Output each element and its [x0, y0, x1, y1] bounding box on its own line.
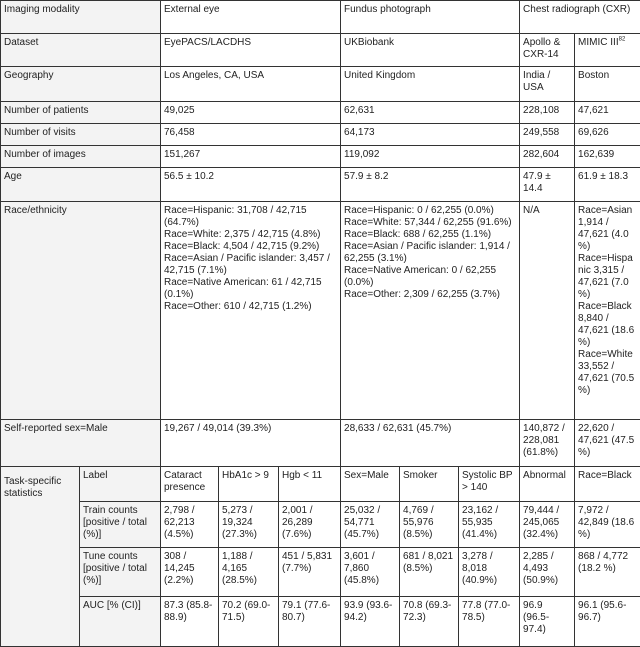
cell-cxr1: 47.9 ± 14.4 [520, 168, 575, 202]
task-cell: 23,162 / 55,935 (41.4%) [459, 502, 520, 548]
race-entry: Race=Asian / Pacific islander: 3,457 / 42,715 (7.1%) [164, 253, 337, 277]
cell-cxr2 [575, 34, 640, 67]
cell-cxr1: India / USA [520, 67, 575, 102]
task-cell: Cataract presence [161, 467, 219, 502]
task-cell: 70.2 (69.0-71.5) [219, 597, 279, 647]
race-entry: Race=Hispanic: 0 / 62,255 (0.0%) [344, 205, 516, 217]
cell-cxr1: N/A [520, 202, 575, 420]
race-entry: Race=Black: 4,504 / 42,715 (9.2%) [164, 241, 337, 253]
task-cell: 96.9 (96.5-97.4) [520, 597, 575, 647]
table-row-age [1, 168, 640, 202]
cell-fundus: 28,633 / 62,631 (45.7%) [341, 420, 520, 467]
cell-fundus: UKBiobank [341, 34, 520, 67]
table-row-sex [1, 420, 640, 467]
task-cell: 79.1 (77.6-80.7) [279, 597, 341, 647]
row-label: Race/ethnicity [1, 202, 161, 420]
task-cell: Sex=Male [341, 467, 400, 502]
task-row [1, 502, 640, 548]
cell-ext [161, 202, 341, 420]
task-cell: 868 / 4,772 (18.2 %) [575, 548, 640, 597]
cell-ext: 56.5 ± 10.2 [161, 168, 341, 202]
race-entry: Race=White: 2,375 / 42,715 (4.8%) [164, 229, 337, 241]
task-cell: 3,278 / 8,018 (40.9%) [459, 548, 520, 597]
row-label: Age [1, 168, 161, 202]
table-row-images [1, 146, 640, 168]
task-cell: 451 / 5,831 (7.7%) [279, 548, 341, 597]
race-entry: Race=Other: 2,309 / 62,255 (3.7%) [344, 289, 516, 301]
cell-cxr2: 47,621 [575, 102, 640, 124]
race-entry: Race=Native American: 61 / 42,715 (0.1%) [164, 277, 337, 301]
cell-cxr2: 69,626 [575, 124, 640, 146]
task-cell: Hgb < 11 [279, 467, 341, 502]
task-cell: HbA1c > 9 [219, 467, 279, 502]
cell-fundus: 57.9 ± 8.2 [341, 168, 520, 202]
cell-cxr2: Boston [575, 67, 640, 102]
table-row-dataset [1, 34, 640, 67]
row-label: Number of patients [1, 102, 161, 124]
task-row-label: Tune counts [positive / total (%)] [80, 548, 161, 597]
row-label: Dataset [1, 34, 161, 67]
task-cell: 2,285 / 4,493 (50.9%) [520, 548, 575, 597]
header-label: Imaging modality [1, 1, 161, 34]
task-row [1, 467, 640, 502]
header-external-eye: External eye [161, 1, 341, 34]
race-entry: Race=Hispanic 3,315 / 47,621 (7.0 %) [578, 253, 637, 301]
cell-cxr2 [575, 202, 640, 420]
cell-ext: 19,267 / 49,014 (39.3%) [161, 420, 341, 467]
task-cell: 681 / 8,021 (8.5%) [400, 548, 459, 597]
task-cell: Systolic BP > 140 [459, 467, 520, 502]
task-cell: Race=Black [575, 467, 640, 502]
race-entry: Race=White 33,552 / 47,621 (70.5 %) [578, 349, 637, 397]
cell-fundus: 64,173 [341, 124, 520, 146]
row-label: Geography [1, 67, 161, 102]
task-cell: 70.8 (69.3-72.3) [400, 597, 459, 647]
race-entry: Race=Black: 688 / 62,255 (1.1%) [344, 229, 516, 241]
citation-ref: 82 [619, 37, 626, 43]
cell-ext: EyePACS/LACDHS [161, 34, 341, 67]
cell-cxr1: 140,872 / 228,081 (61.8%) [520, 420, 575, 467]
header-row [1, 1, 640, 34]
task-cell: 77.8 (77.0-78.5) [459, 597, 520, 647]
task-cell: 25,032 / 54,771 (45.7%) [341, 502, 400, 548]
race-entry: Race=Hispanic: 31,708 / 42,715 (64.7%) [164, 205, 337, 229]
task-cell: Abnormal [520, 467, 575, 502]
task-cell: 93.9 (93.6-94.2) [341, 597, 400, 647]
dataset-name: MIMIC III [578, 37, 619, 48]
task-cell: Smoker [400, 467, 459, 502]
task-cell: 4,769 / 55,976 (8.5%) [400, 502, 459, 548]
table-row-patients [1, 102, 640, 124]
cell-cxr1: 228,108 [520, 102, 575, 124]
row-label: Self-reported sex=Male [1, 420, 161, 467]
task-cell: 5,273 / 19,324 (27.3%) [219, 502, 279, 548]
task-cell: 3,601 / 7,860 (45.8%) [341, 548, 400, 597]
header-cxr: Chest radiograph (CXR) [520, 1, 640, 34]
task-row [1, 597, 640, 647]
cell-cxr2: 162,639 [575, 146, 640, 168]
task-cell: 7,972 / 42,849 (18.6 %) [575, 502, 640, 548]
cell-fundus: United Kingdom [341, 67, 520, 102]
cell-fundus [341, 202, 520, 420]
table-row-race [1, 202, 640, 420]
cell-cxr2: 61.9 ± 18.3 [575, 168, 640, 202]
task-cell: 87.3 (85.8-88.9) [161, 597, 219, 647]
race-entry: Race=Black 8,840 / 47,621 (18.6 %) [578, 301, 637, 349]
task-cell: 1,188 / 4,165 (28.5%) [219, 548, 279, 597]
task-row-label: Train counts [positive / total (%)] [80, 502, 161, 548]
header-fundus: Fundus photograph [341, 1, 520, 34]
task-cell: 2,798 / 62,213 (4.5%) [161, 502, 219, 548]
cell-cxr1: 249,558 [520, 124, 575, 146]
task-cell: 96.1 (95.6-96.7) [575, 597, 640, 647]
row-label: Number of visits [1, 124, 161, 146]
task-cell: 79,444 / 245,065 (32.4%) [520, 502, 575, 548]
task-cell: 2,001 / 26,289 (7.6%) [279, 502, 341, 548]
cell-cxr1: 282,604 [520, 146, 575, 168]
row-label: Number of images [1, 146, 161, 168]
cell-cxr2: 22,620 / 47,621 (47.5 %) [575, 420, 640, 467]
race-entry: Race=Asian / Pacific islander: 1,914 / 62,255 (3.1%) [344, 241, 516, 265]
race-entry: Race=Asian 1,914 / 47,621 (4.0 %) [578, 205, 637, 253]
table-row-geography [1, 67, 640, 102]
cell-ext: Los Angeles, CA, USA [161, 67, 341, 102]
task-section-label: Task-specific statistics [1, 467, 80, 647]
cell-fundus: 62,631 [341, 102, 520, 124]
race-entry: Race=Other: 610 / 42,715 (1.2%) [164, 301, 337, 313]
cell-fundus: 119,092 [341, 146, 520, 168]
table-row-visits [1, 124, 640, 146]
task-row [1, 548, 640, 597]
cell-ext: 49,025 [161, 102, 341, 124]
cell-ext: 151,267 [161, 146, 341, 168]
task-cell: 308 / 14,245 (2.2%) [161, 548, 219, 597]
race-entry: Race=White: 57,344 / 62,255 (91.6%) [344, 217, 516, 229]
task-row-label: Label [80, 467, 161, 502]
task-row-label: AUC [% (CI)] [80, 597, 161, 647]
race-entry: Race=Native American: 0 / 62,255 (0.0%) [344, 265, 516, 289]
cell-ext: 76,458 [161, 124, 341, 146]
cell-cxr1: Apollo & CXR-14 [520, 34, 575, 67]
